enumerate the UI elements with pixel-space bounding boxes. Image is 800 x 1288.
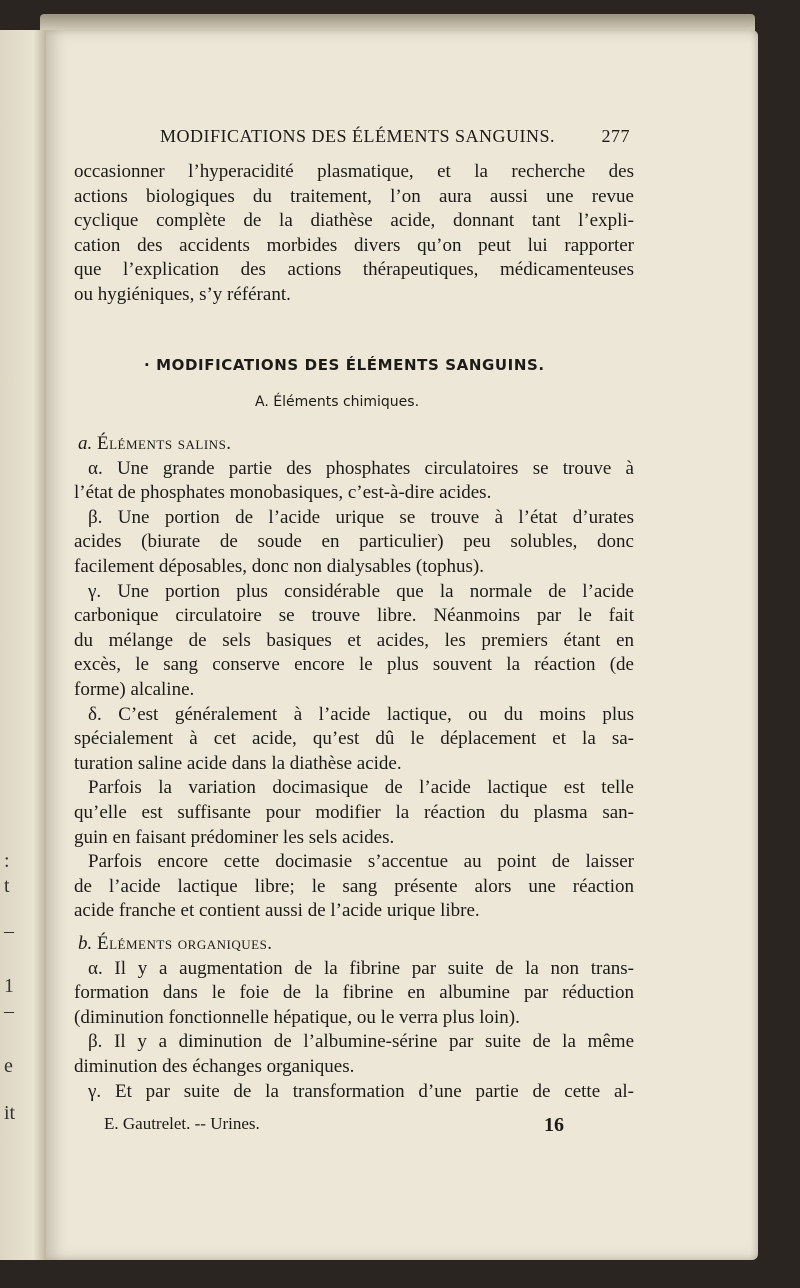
margin-fragment: : — [4, 850, 10, 872]
margin-fragment: 1 — [4, 975, 14, 997]
item-alpha — [74, 457, 634, 506]
text-line: γ. Une portion plus considérable que la normale de l’acide — [88, 580, 634, 602]
section-title: · MODIFICATIONS DES ÉLÉMENTS SANGUINS. — [144, 356, 545, 374]
text-line: forme) alcaline. — [74, 678, 195, 700]
text-line: qu’elle est suffisante pour modifier la réaction du plasma san- — [74, 801, 634, 823]
text-line: facilement déposables, donc non dialysables (tophus). — [74, 555, 484, 577]
text-line: que l’explication des actions thérapeutiques, médicamenteuses — [74, 259, 634, 281]
margin-fragment: – — [4, 920, 14, 942]
item-gamma — [74, 580, 634, 703]
footer-author-book: E. Gautrelet. -- Urines. — [104, 1114, 260, 1133]
text-line: α. Il y a augmentation de la fibrine par suite de la non trans- — [88, 957, 634, 979]
item-beta — [74, 506, 634, 580]
item-delta — [74, 703, 634, 777]
margin-fragment: e — [4, 1055, 13, 1077]
text-line: carbonique circulatoire se trouve libre. Néanmoins par le fait — [74, 605, 634, 627]
text-line: turation saline acide dans la diathèse acide. — [74, 752, 402, 774]
text-line: spécialement à cet acide, qu’est dû le déplacement et la sa- — [74, 728, 634, 750]
paragraph-variation — [74, 776, 634, 850]
page-number: 277 — [601, 126, 630, 146]
text-line: Parfois encore cette docimasie s’accentue au point de laisser — [88, 851, 634, 873]
item-beta — [74, 1030, 634, 1079]
heading-text: Éléments salins. — [97, 433, 232, 454]
item-gamma — [74, 1080, 634, 1105]
text-line: δ. C’est généralement à l’acide lactique, ou du moins plus — [88, 703, 634, 725]
sub-title: A. Éléments chimiques. — [255, 394, 420, 410]
page-footer — [104, 1114, 564, 1137]
text-line: γ. Et par suite de la transformation d’une partie de cette al- — [88, 1080, 634, 1102]
text-line: β. Une portion de l’acide urique se trouve à l’état d’urates — [88, 506, 634, 528]
text-line: cation des accidents morbides divers qu’on peut lui rapporter — [74, 234, 634, 256]
signature-mark: 16 — [544, 1114, 564, 1136]
text-line: Parfois la variation docimasique de l’acide lactique est telle — [88, 777, 634, 799]
text-line: cyclique complète de la diathèse acide, donnant tant l’expli- — [74, 210, 634, 232]
item-alpha — [74, 957, 634, 1031]
part-a-heading — [78, 432, 634, 457]
previous-page-edge — [0, 30, 49, 1260]
text-line: acides (biurate de soude en particulier) peu solubles, donc — [74, 531, 634, 553]
text-line: du mélange de sels basiques et acides, les premiers étant en — [74, 629, 634, 651]
margin-fragment: it — [4, 1102, 16, 1124]
text-line: ou hygiéniques, s’y référant. — [74, 283, 291, 305]
text-line: β. Il y a diminution de l’albumine-sérine par suite de la même — [88, 1031, 634, 1053]
text-line: guin en faisant prédominer les sels acides. — [74, 826, 395, 848]
text-line: α. Une grande partie des phosphates circulatoires se trouve à — [88, 457, 634, 479]
part-a — [74, 432, 634, 924]
text-line: acide franche et contient aussi de l’acide urique libre. — [74, 900, 480, 922]
running-head — [160, 126, 630, 147]
text-line: actions biologiques du traitement, l’on aura aussi une revue — [74, 185, 634, 207]
text-line: occasionner l’hyperacidité plasmatique, et la recherche des — [74, 161, 634, 182]
intro-paragraph — [74, 160, 634, 308]
text-line: formation dans le foie de la fibrine en albumine par réduction — [74, 982, 634, 1004]
paragraph-docimasie — [74, 850, 634, 924]
text-line: (diminution fonctionnelle hépatique, ou le verra plus loin). — [74, 1006, 520, 1028]
heading-text: Éléments organiques. — [97, 933, 273, 954]
margin-fragment: – — [4, 1000, 14, 1022]
text-line: diminution des échanges organiques. — [74, 1055, 355, 1077]
running-head-title: MODIFICATIONS DES ÉLÉMENTS SANGUINS. — [160, 126, 556, 146]
text-line: de l’acide lactique libre; le sang présente alors une réaction — [74, 875, 634, 897]
heading-marker: a. — [78, 433, 93, 454]
part-b — [74, 932, 634, 1104]
text-line: l’état de phosphates monobasiques, c’est-à-dire acides. — [74, 482, 492, 504]
heading-marker: b. — [78, 933, 93, 954]
text-line: excès, le sang conserve encore le plus souvent la réaction (de — [74, 654, 634, 676]
margin-fragment: t — [4, 875, 10, 897]
part-b-heading — [78, 932, 634, 957]
